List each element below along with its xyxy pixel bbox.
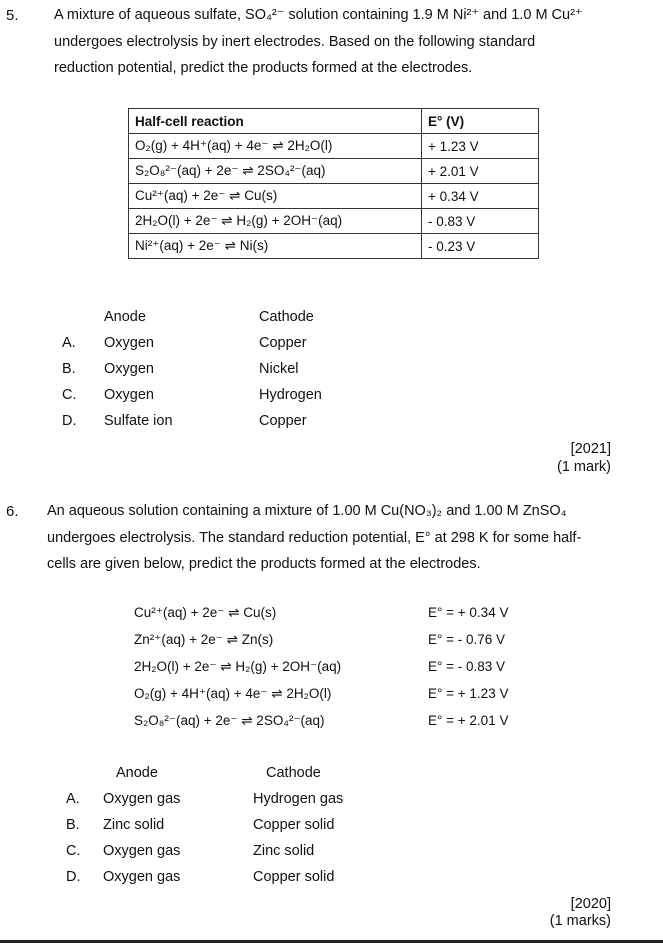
q6-cathode-header: Cathode — [266, 765, 321, 781]
q5-option-letter: D. — [62, 413, 77, 429]
q5-option-letter: B. — [62, 361, 76, 377]
q6-option-anode: Zinc solid — [103, 817, 165, 833]
q6-equation-potential: E° = + 0.34 V — [428, 605, 509, 620]
q6-equation: S₂O₈²⁻(aq) + 2e⁻ ⇌ 2SO₄²⁻(aq) — [134, 713, 325, 728]
q6-option-cathode: Zinc solid — [253, 843, 315, 859]
q5-option-cathode: Copper — [259, 335, 307, 351]
reaction-cell: S₂O₈²⁻(aq) + 2e⁻ ⇌ 2SO₄²⁻(aq) — [129, 159, 422, 184]
table-header-row — [129, 109, 539, 134]
question-5-line-2: undergoes electrolysis by inert electrodes. Based on the following standard — [54, 33, 536, 50]
q5-option-cathode: Copper — [259, 413, 307, 429]
potential-cell: + 2.01 V — [422, 159, 539, 184]
half-cell-table — [128, 108, 539, 259]
potential-cell: - 0.83 V — [422, 209, 539, 234]
q6-option-anode: Oxygen gas — [103, 791, 181, 807]
q6-option-cathode: Hydrogen gas — [253, 791, 344, 807]
q5-option-anode: Sulfate ion — [104, 413, 173, 429]
potential-cell: + 1.23 V — [422, 134, 539, 159]
q5-marks: (1 mark) — [557, 459, 611, 475]
q5-option-cathode: Hydrogen — [259, 387, 322, 403]
q6-equation-potential: E° = - 0.76 V — [428, 632, 506, 647]
q5-option-letter: C. — [62, 387, 77, 403]
q6-anode-header: Anode — [116, 765, 158, 781]
header-standard-potential: E° (V) — [422, 109, 539, 134]
q6-option-letter: C. — [66, 843, 81, 859]
q5-option-anode: Oxygen — [104, 387, 154, 403]
question-5-text — [54, 2, 612, 82]
q5-anode-header: Anode — [104, 309, 146, 325]
question-6-line-3: cells are given below, predict the products formed at the electrodes. — [47, 556, 481, 572]
question-5-line-3: reduction potential, predict the products formed at the electrodes. — [54, 60, 473, 76]
q6-option-letter: D. — [66, 869, 81, 885]
reaction-cell: O₂(g) + 4H⁺(aq) + 4e⁻ ⇌ 2H₂O(l) — [129, 134, 422, 159]
question-6-text — [47, 498, 612, 578]
q5-option-anode: Oxygen — [104, 335, 154, 351]
table-row — [129, 209, 539, 234]
q6-option-letter: B. — [66, 817, 80, 833]
q6-option-anode: Oxygen gas — [103, 843, 181, 859]
q6-equation: Cu²⁺(aq) + 2e⁻ ⇌ Cu(s) — [134, 605, 277, 620]
q6-equation: 2H₂O(l) + 2e⁻ ⇌ H₂(g) + 2OH⁻(aq) — [134, 659, 342, 674]
q6-marks: (1 marks) — [549, 913, 611, 929]
potential-cell: + 0.34 V — [422, 184, 539, 209]
q6-equation-potential: E° = - 0.83 V — [428, 659, 506, 674]
q6-option-cathode: Copper solid — [253, 817, 335, 833]
q6-option-cathode: Copper solid — [253, 869, 335, 885]
q6-equation: O₂(g) + 4H⁺(aq) + 4e⁻ ⇌ 2H₂O(l) — [134, 686, 332, 701]
bottom-border-line — [0, 940, 663, 943]
table-row — [129, 234, 539, 259]
reaction-cell: 2H₂O(l) + 2e⁻ ⇌ H₂(g) + 2OH⁻(aq) — [129, 209, 422, 234]
q6-year: [2020] — [570, 896, 611, 912]
potential-cell: - 0.23 V — [422, 234, 539, 259]
question-6-number: 6. — [6, 503, 19, 520]
table-row — [129, 184, 539, 209]
reaction-cell: Cu²⁺(aq) + 2e⁻ ⇌ Cu(s) — [129, 184, 422, 209]
question-6-line-1: An aqueous solution containing a mixture of 1.00 M Cu(NO₃)₂ and 1.00 M ZnSO₄ — [47, 503, 567, 519]
question-5-number: 5. — [6, 7, 19, 24]
q6-equation-potential: E° = + 2.01 V — [428, 713, 509, 728]
q6-equation-potential: E° = + 1.23 V — [428, 686, 509, 701]
question-6-line-2: undergoes electrolysis. The standard reduction potential, E° at 298 K for some half- — [47, 529, 582, 546]
q5-option-letter: A. — [62, 335, 76, 351]
table-row — [129, 134, 539, 159]
question-5-line-1: A mixture of aqueous sulfate, SO₄²⁻ solution containing 1.9 M Ni²⁺ and 1.0 M Cu²⁺ — [54, 7, 583, 23]
table-row — [129, 159, 539, 184]
q5-option-cathode: Nickel — [259, 361, 299, 377]
q6-option-letter: A. — [66, 791, 80, 807]
q6-equation: Zn²⁺(aq) + 2e⁻ ⇌ Zn(s) — [134, 632, 274, 647]
q6-option-anode: Oxygen gas — [103, 869, 181, 885]
q5-cathode-header: Cathode — [259, 309, 314, 325]
q5-year: [2021] — [570, 441, 611, 457]
header-half-cell-reaction: Half-cell reaction — [129, 109, 422, 134]
reaction-cell: Ni²⁺(aq) + 2e⁻ ⇌ Ni(s) — [129, 234, 422, 259]
q5-option-anode: Oxygen — [104, 361, 154, 377]
